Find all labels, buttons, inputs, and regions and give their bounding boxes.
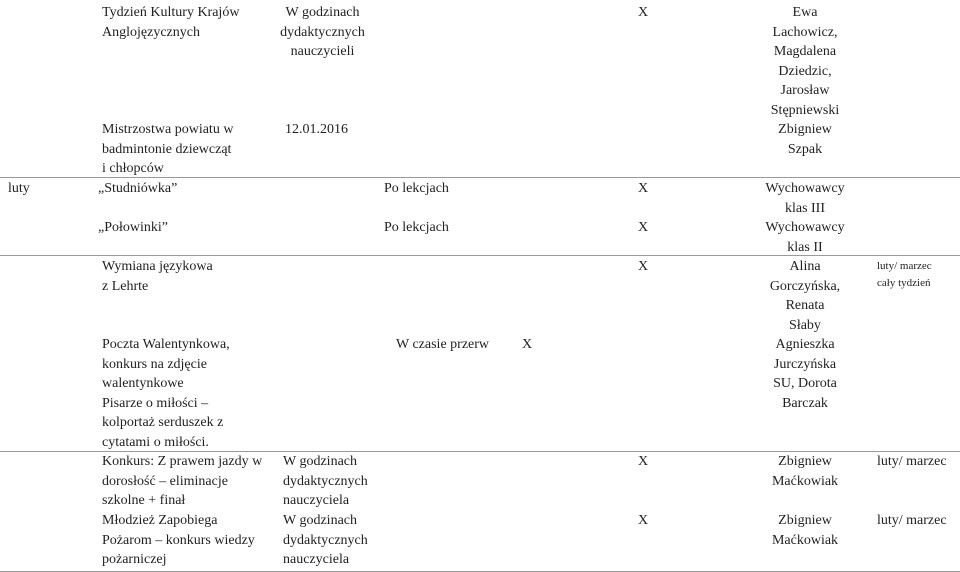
date-cell: 12.01.2016 [285, 122, 348, 137]
mark-cell: X [522, 337, 533, 352]
responsible-cell: Agnieszka Jurczyńska SU, Dorota Barczak [773, 337, 837, 411]
mark-cell: X [638, 5, 649, 20]
event-cell: Młodzież Zapobiega Pożarom – konkurs wiedzy pożarniczej [102, 513, 255, 567]
time-cell: Po lekcjach [384, 220, 449, 235]
month-label: luty [8, 181, 30, 196]
event-cell: Mistrzostwa powiatu w badmintonie dziewcząt i chłopców [102, 122, 234, 176]
time-cell: W czasie przerw [396, 337, 490, 352]
date-cell: luty/ marzec [877, 454, 947, 469]
mark-cell: X [638, 181, 649, 196]
responsible-cell: Wychowawcy klas III [765, 181, 845, 216]
event-cell: Konkurs: Z prawem jazdy w dorosłość – eliminacje szkolne + finał [102, 454, 263, 508]
mark-cell: X [638, 454, 649, 469]
time-cell: W godzinach dydaktycznych nauczycieli [280, 5, 365, 59]
responsible-cell: Zbigniew Maćkowiak [771, 454, 839, 489]
time-cell: Po lekcjach [384, 181, 449, 196]
responsible-cell: Ewa Lachowicz, Magdalena Dziedzic, Jarosław Stępniewski [770, 5, 840, 118]
time-cell: W godzinach dydaktycznych nauczyciela [283, 513, 368, 567]
mark-cell: X [638, 220, 649, 235]
mark-cell: X [638, 259, 649, 274]
event-cell: Tydzień Kultury Krajów Anglojęzycznych [102, 5, 240, 40]
event-cell: „Studniówka” [98, 181, 178, 196]
mark-cell: X [638, 513, 649, 528]
responsible-cell: Alina Gorczyńska, Renata Słaby [769, 259, 841, 333]
event-cell: Wymiana językowa z Lehrte [102, 259, 213, 294]
date-cell: luty/ marzec cały tydzień [877, 260, 932, 289]
date-cell: luty/ marzec [877, 513, 947, 528]
event-cell: „Połowinki” [98, 220, 168, 235]
event-cell: Poczta Walentynkowa, konkurs na zdjęcie walentynkowe Pisarze o miłości – kolportaż serduszek z cytatami o miłości. [102, 337, 230, 450]
time-cell: W godzinach dydaktycznych nauczyciela [283, 454, 368, 508]
responsible-cell: Zbigniew Szpak [778, 122, 832, 157]
responsible-cell: Wychowawcy klas II [765, 220, 845, 255]
responsible-cell: Zbigniew Maćkowiak [771, 513, 839, 548]
